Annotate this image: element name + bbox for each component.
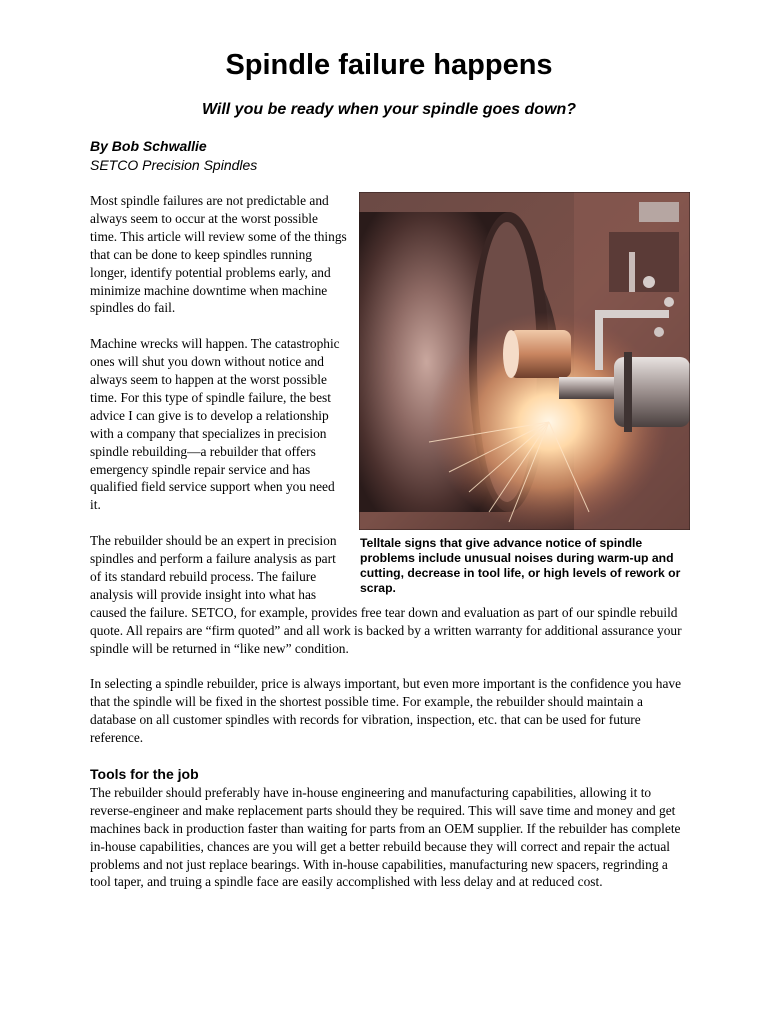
article-body bbox=[90, 192, 690, 909]
author-name: By Bob Schwallie bbox=[90, 138, 207, 154]
grinding-spindle-photo bbox=[359, 192, 690, 530]
article-subtitle: Will you be ready when your spindle goes down? bbox=[201, 101, 577, 118]
paragraph-4: In selecting a spindle rebuilder, price is always important, but even more important is the confidence you have that the spindle will be fixed in the shortest possible time. For example, the rebuilder should maintain a database on all customer spindles with records for vibration, inspection, etc. that can be used for future reference. bbox=[90, 676, 682, 746]
paragraph-2: Machine wrecks will happen. The catastrophic ones will shut you down without notice and always seem to happen at the worst possible time. For this type of spindle failure, the best advice I can give is to develop a relationship with a company that specializes in precision spindle rebuilding—a rebuilder that offers emergency spindle repair service and has qualified field service support when you need it. bbox=[90, 336, 340, 513]
figure bbox=[359, 192, 690, 596]
author-company: SETCO Precision Spindles bbox=[90, 157, 258, 173]
byline bbox=[90, 137, 257, 175]
paragraph-3: The rebuilder should be an expert in precision spindles and perform a failure analysis as part of its standard rebuild process. The failure analysis will provide insight into what has caused the failure. SETCO, for example, provides free tear down and evaluation as part of our spindle rebuild quote. All repairs are “firm quoted” and all work is backed by a written warranty for additional assurance your spindle will be returned in “like new” condition. bbox=[90, 533, 682, 656]
paragraph-1: Most spindle failures are not predictable and always seem to occur at the worst possible time. This article will review some of the things that can be done to keep spindles running longer, identify potential problems early, and minimize machine downtime when machine spindles do fail. bbox=[90, 193, 347, 316]
section-heading: Tools for the job bbox=[90, 765, 199, 782]
figure-caption: Telltale signs that give advance notice of spindle problems include unusual noises during warm-up and cutting, decrease in tool life, or high levels of rework or scrap. bbox=[360, 536, 681, 595]
article-title: Spindle failure happens bbox=[225, 49, 553, 81]
section-paragraph: The rebuilder should preferably have in-house engineering and manufacturing capabilities, allowing it to reverse-engineer and make replacement parts should they be required. This will save time and money and get machines back in production faster than waiting for parts from an OEM supplier. If the rebuilder has complete in-house capabilities, chances are you will get a better rebuild because they will correct and repair the actual problems and not just replace bearings. With in-house capabilities, manufacturing new spacers, regrinding a tool taper, and truing a spindle face are easily accomplished with less delay and at reduced cost. bbox=[90, 784, 681, 890]
